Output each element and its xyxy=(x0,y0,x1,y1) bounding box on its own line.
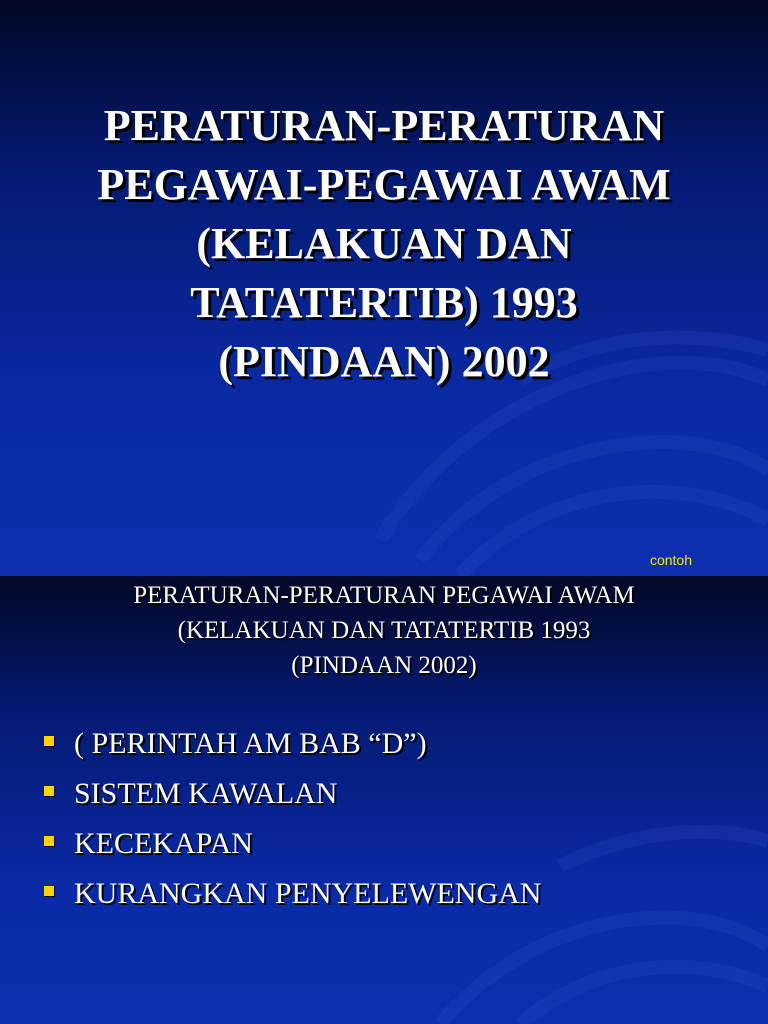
title-line: PERATURAN-PERATURAN PEGAWAI AWAM xyxy=(133,582,635,609)
title-line: (PINDAAN 2002) xyxy=(291,652,477,679)
square-bullet-icon xyxy=(44,786,54,796)
list-item xyxy=(44,869,541,919)
slide-2-title xyxy=(20,578,748,683)
title-line: (PINDAAN) 2002 xyxy=(218,337,550,386)
bullet-text: ( PERINTAH AM BAB “D”) xyxy=(74,727,427,760)
bullet-list xyxy=(44,719,541,919)
title-line: (KELAKUAN DAN TATATERTIB 1993 xyxy=(177,617,591,644)
list-item xyxy=(44,719,541,769)
list-item xyxy=(44,819,541,869)
square-bullet-icon xyxy=(44,836,54,846)
slide-1-title xyxy=(30,96,738,391)
bullet-text: SISTEM KAWALAN xyxy=(74,777,338,810)
title-line: (KELAKUAN DAN xyxy=(196,219,572,268)
square-bullet-icon xyxy=(44,886,54,896)
bullet-text: KURANGKAN PENYELEWENGAN xyxy=(74,877,542,910)
title-line: PEGAWAI-PEGAWAI AWAM xyxy=(97,160,671,209)
credit-text: contoh xyxy=(649,552,692,568)
square-bullet-icon xyxy=(44,736,54,746)
slide-2 xyxy=(0,576,768,1024)
list-item xyxy=(44,769,541,819)
title-line: PERATURAN-PERATURAN xyxy=(103,101,665,150)
bullet-text: KECEKAPAN xyxy=(74,827,253,860)
title-line: TATATERTIB) 1993 xyxy=(190,278,578,327)
